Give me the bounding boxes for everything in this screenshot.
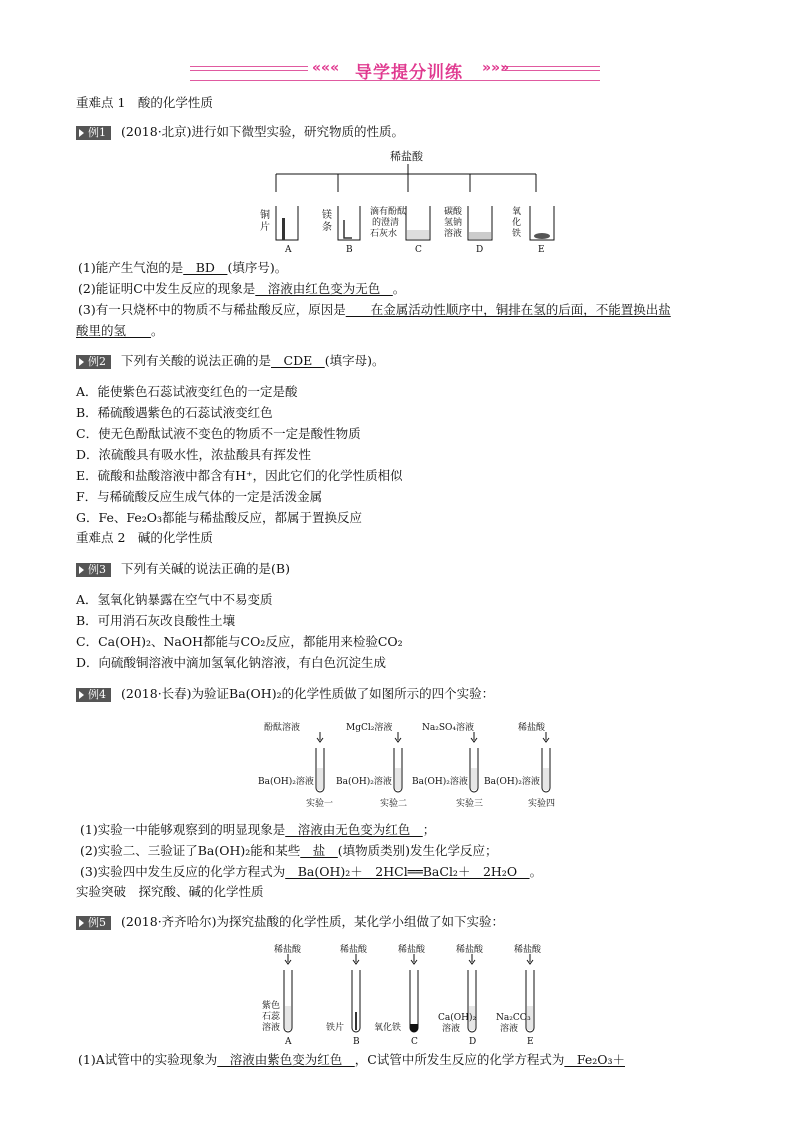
example-2-option: E．硫酸和盐酸溶液中都含有H⁺，因此它们的化学性质相似: [76, 468, 403, 483]
fig1-cup-a-label: 铜: [260, 210, 270, 221]
example-tag: 例4: [76, 688, 111, 702]
svg-text:溶液: 溶液: [500, 1024, 519, 1034]
example-4-q1: (1)实验一中能够观察到的明显现象是 溶液由无色变为红色 ；: [80, 822, 436, 837]
fig1-branch-lines: [276, 174, 536, 192]
svg-text:氢钠: 氢钠: [444, 218, 463, 228]
example-4-stem: 例4 (2018·长春)为验证Ba(OH)₂的化学性质做了如图所示的四个实验：: [76, 686, 494, 702]
triangle-icon: [79, 566, 84, 574]
example-1-figure: [240, 148, 570, 256]
example-tag: 例5: [76, 916, 111, 930]
example-2-option: G．Fe、Fe₂O₃都能与稀盐酸反应，都属于置换反应: [76, 510, 363, 525]
example-2-option: F．与稀硫酸反应生成气体的一定是活泼金属: [76, 489, 323, 504]
example-2-option: A．能使紫色石蕊试液变红色的一定是酸: [76, 384, 298, 399]
svg-text:溶液: 溶液: [442, 1024, 461, 1034]
fig1-cup-e: [512, 205, 554, 255]
triangle-icon: [79, 358, 84, 366]
svg-text:B: B: [353, 1037, 360, 1046]
svg-text:实验四: 实验四: [528, 799, 556, 809]
page-title: 导学提分训练: [355, 63, 463, 83]
example-tag: 例3: [76, 563, 111, 577]
example-2-option: D．浓硫酸具有吸水性，浓盐酸具有挥发性: [76, 447, 312, 462]
example-2-option: C．使无色酚酞试液不变色的物质不一定是酸性物质: [76, 426, 361, 441]
fig5-tube-e: [496, 943, 542, 1046]
section-title: 重难点 1 酸的化学性质: [76, 95, 213, 110]
example-tag: 例2: [76, 355, 111, 369]
svg-text:实验三: 实验三: [456, 799, 484, 809]
example-4-figure: [228, 718, 568, 812]
fig4-tube-4: [484, 721, 555, 809]
fig1-cup-a: [260, 206, 298, 255]
example-1-q3-cont: 酸里的氢 。: [76, 323, 164, 338]
example-5-q1: (1)A试管中的实验现象为 溶液由紫色变为红色 ，C试管中所发生反应的化学方程式为 Fe₂O₃＋: [78, 1052, 625, 1067]
svg-text:条: 条: [322, 222, 332, 233]
svg-text:稀盐酸: 稀盐酸: [340, 945, 368, 955]
example-3-option: C．Ca(OH)₂、NaOH都能与CO₂反应，都能用来检验CO₂: [76, 634, 403, 649]
svg-text:Ba(OH)₂溶液: Ba(OH)₂溶液: [258, 777, 314, 787]
svg-text:片: 片: [260, 222, 270, 233]
fig1-cup-d-letter: D: [476, 245, 484, 255]
example-3-option: D．向硫酸铜溶液中滴加氢氧化钠溶液，有白色沉淀生成: [76, 655, 387, 670]
svg-text:MgCl₂溶液: MgCl₂溶液: [346, 723, 393, 733]
example-3-option: B．可用消石灰改良酸性土壤: [76, 613, 236, 628]
svg-text:溶液: 溶液: [262, 1023, 281, 1033]
triangle-icon: [79, 919, 84, 927]
fig1-cup-d: [444, 205, 492, 255]
fig1-cup-c-label: 滴有酚酞: [370, 207, 407, 217]
svg-text:稀盐酸: 稀盐酸: [274, 945, 302, 955]
svg-text:Ca(OH)₂: Ca(OH)₂: [438, 1013, 477, 1023]
svg-text:的澄清: 的澄清: [372, 218, 400, 228]
fig1-cup-e-letter: E: [538, 245, 545, 255]
svg-text:溶液: 溶液: [444, 229, 463, 239]
example-3-stem: 例3 下列有关碱的说法正确的是(B): [76, 561, 290, 577]
svg-text:酚酞溶液: 酚酞溶液: [264, 723, 301, 733]
svg-text:稀盐酸: 稀盐酸: [514, 945, 542, 955]
fig1-cup-b-label: 镁: [322, 210, 332, 221]
fig4-tube-2: [336, 721, 407, 809]
header-left-chevrons: «««: [312, 60, 340, 76]
fig5-tube-a: [262, 943, 302, 1046]
svg-text:C: C: [411, 1037, 418, 1046]
example-1-q1: (1)能产生气泡的是 BD (填序号)。: [78, 260, 288, 275]
svg-text:实验二: 实验二: [380, 799, 408, 809]
svg-text:铁片: 铁片: [326, 1023, 345, 1033]
example-4-q2: (2)实验二、三验证了Ba(OH)₂能和某些 盐 (填物质类别)发生化学反应；: [80, 843, 498, 858]
svg-text:Ba(OH)₂溶液: Ba(OH)₂溶液: [336, 777, 392, 787]
fig1-cup-a-letter: A: [285, 245, 292, 255]
section-title: 实验突破 探究酸、碱的化学性质: [76, 884, 264, 899]
svg-text:铁: 铁: [512, 229, 522, 239]
example-2-option: B．稀硫酸遇紫色的石蕊试液变红色: [76, 405, 273, 420]
svg-text:E: E: [527, 1037, 534, 1046]
svg-text:实验一: 实验一: [306, 799, 334, 809]
fig1-cup-e-label: 氧: [512, 207, 522, 217]
svg-text:稀盐酸: 稀盐酸: [398, 945, 426, 955]
svg-text:A: A: [285, 1037, 292, 1046]
fig5-tube-d: [438, 943, 484, 1046]
svg-text:石蕊: 石蕊: [262, 1012, 281, 1022]
fig1-cup-b-letter: B: [346, 245, 353, 255]
triangle-icon: [79, 129, 84, 137]
example-5-stem: 例5 (2018·齐齐哈尔)为探究盐酸的化学性质，某化学小组做了如下实验：: [76, 914, 504, 930]
header-right-chevrons: »»»: [482, 60, 510, 76]
fig5-tube-c: [374, 943, 426, 1046]
example-1-q2: (2)能证明C中发生反应的现象是 溶液由红色变为无色 。: [78, 281, 406, 296]
svg-text:Na₂SO₄溶液: Na₂SO₄溶液: [422, 723, 475, 733]
fig1-cup-b: [322, 206, 360, 255]
svg-text:Ba(OH)₂溶液: Ba(OH)₂溶液: [412, 777, 468, 787]
fig1-cup-d-label: 碳酸: [444, 207, 463, 217]
svg-text:石灰水: 石灰水: [370, 229, 398, 239]
svg-text:紫色: 紫色: [262, 1001, 281, 1011]
example-tag: 例1: [76, 126, 111, 140]
svg-text:氧化铁: 氧化铁: [374, 1023, 402, 1033]
fig1-cup-c: [370, 205, 430, 255]
example-1-q3: (3)有一只烧杯中的物质不与稀盐酸反应，原因是 在金属活动性顺序中，铜排在氢的后面，不能置换出盐: [78, 302, 671, 317]
triangle-icon: [79, 691, 84, 699]
example-5-figure: [258, 940, 558, 1046]
fig4-tube-1: [258, 721, 333, 809]
example-2-stem: 例2 下列有关酸的说法正确的是 CDE (填字母)。: [76, 353, 385, 369]
fig4-tube-3: [412, 721, 483, 809]
svg-text:化: 化: [512, 218, 522, 228]
svg-text:稀盐酸: 稀盐酸: [518, 723, 546, 733]
svg-text:稀盐酸: 稀盐酸: [456, 945, 484, 955]
header-underline: [190, 80, 600, 81]
example-3-option: A．氢氧化钠暴露在空气中不易变质: [76, 592, 273, 607]
svg-text:Na₂CO₃: Na₂CO₃: [496, 1013, 531, 1023]
fig1-top-label: 稀盐酸: [390, 150, 423, 163]
svg-text:D: D: [469, 1037, 477, 1046]
example-1-stem: 例1 (2018·北京)进行如下微型实验，研究物质的性质。: [76, 124, 404, 140]
fig5-tube-b: [326, 943, 368, 1046]
example-4-q3: (3)实验四中发生反应的化学方程式为 Ba(OH)₂＋ 2HCl══BaCl₂＋ 2H₂O 。: [80, 864, 543, 879]
svg-text:Ba(OH)₂溶液: Ba(OH)₂溶液: [484, 777, 540, 787]
section-title: 重难点 2 碱的化学性质: [76, 530, 213, 545]
fig1-cup-c-letter: C: [415, 245, 422, 255]
